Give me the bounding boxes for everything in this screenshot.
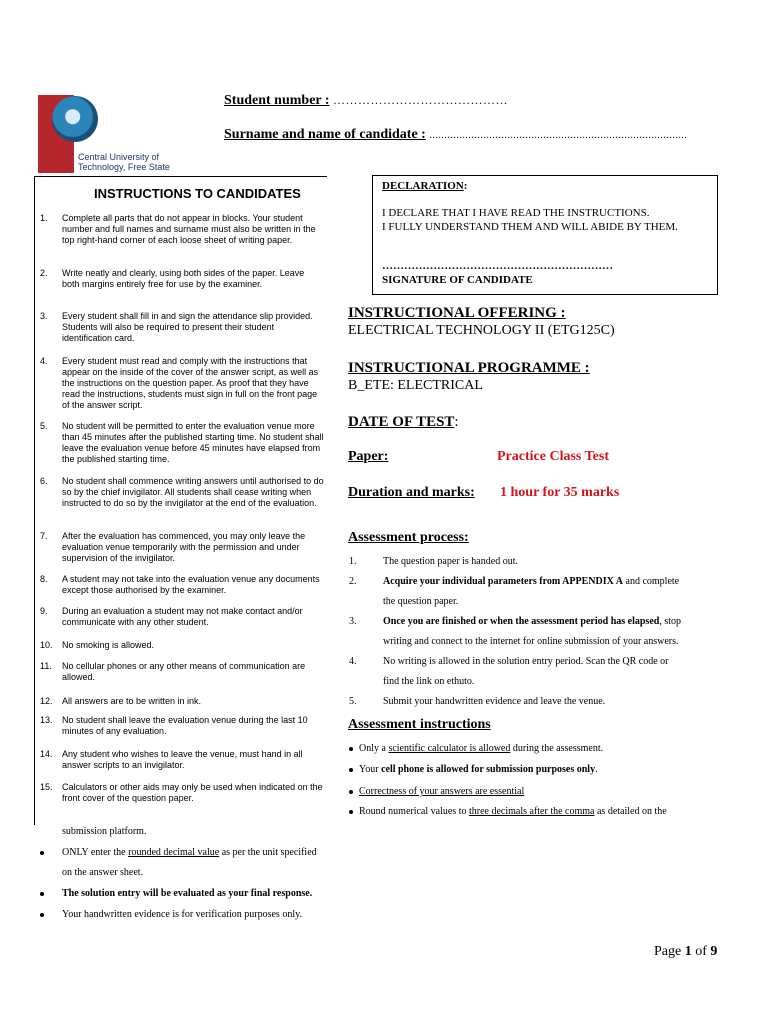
instruction-bullet: Your cell phone is allowed for submission purposes only. (349, 764, 598, 775)
student-number-label: Student number : (224, 93, 330, 108)
bullet-icon (349, 790, 353, 794)
bullet-icon (40, 851, 44, 855)
logo-name: Central University of Technology, Free State (78, 152, 170, 172)
instruction-item: 15. Calculators or other aids may only be used when indicated on the front cover of the question paper. (40, 782, 323, 803)
declaration-box (372, 175, 718, 295)
instruction-bullet: Correctness of your answers are essential (349, 786, 524, 797)
instruction-item: 13. No student shall leave the evaluation venue during the last 10 minutes of any evaluation. (40, 715, 308, 736)
surname-line (224, 127, 687, 143)
instruction-item: 1. Complete all parts that do not appear in blocks. Your student number and full names and surname must also be written in the top right-hand corner of each loose sheet of writing paper. (40, 213, 316, 245)
instruction-item: 8. A student may not take into the evaluation venue any documents except those authorised by the examiner. (40, 574, 320, 595)
student-number-field[interactable]: …………………………………… (333, 93, 509, 107)
instruction-item: 5. No student will be permitted to enter the evaluation venue more than 45 minutes after the published starting time. No student shall leave the evaluation venue before 45 minutes have elapsed from the published starting time. (40, 421, 324, 464)
process-step-num: 2. (349, 576, 357, 587)
bullet-icon (40, 913, 44, 917)
instruction-bullet: Only a scientific calculator is allowed during the assessment. (349, 743, 603, 754)
paper-label: Paper: (348, 449, 389, 464)
surname-label: Surname and name of candidate : (224, 127, 426, 142)
instruction-bullet-cont: submission platform. (62, 826, 147, 837)
instruction-item: 9. During an evaluation a student may not make contact and/or communicate with any other student. (40, 606, 303, 627)
instruction-bullet: Your handwritten evidence is for verification purposes only. (40, 909, 302, 920)
instruction-item: 4. Every student must read and comply with the instructions that appear on the inside of the cover of the answer script, as well as the instructions on the question paper. As proof that they have read the instructions, students must sign in full on the front page of the answer script. (40, 356, 319, 410)
student-number-line (224, 93, 508, 109)
instruction-item: 2. Write neatly and clearly, using both sides of the paper. Leave both margins entirely free for use by the examiner. (40, 268, 305, 289)
programme-label: INSTRUCTIONAL PROGRAMME : (348, 360, 590, 376)
process-step: Submit your handwritten evidence and leave the venue. (383, 696, 606, 707)
assessment-instructions-title: Assessment instructions (348, 717, 491, 732)
signature-field[interactable]: ……………………………………………………… (382, 260, 613, 272)
instruction-item: 14. Any student who wishes to leave the venue, must hand in all answer scripts to an invigilator. (40, 749, 303, 770)
paper-value: Practice Class Test (497, 449, 609, 464)
instruction-bullet: ONLY enter the rounded decimal value as per the unit specified (40, 847, 317, 858)
instructions-title: INSTRUCTIONS TO CANDIDATES (94, 186, 301, 201)
date-label: DATE OF TEST: (348, 414, 459, 430)
surname-field[interactable]: ...................................................................................... (429, 130, 688, 141)
process-title: Assessment process: (348, 530, 469, 545)
instruction-item: 11. No cellular phones or any other means of communication are allowed. (40, 661, 306, 682)
declaration-title: DECLARATION: (382, 180, 468, 192)
instruction-bullet: The solution entry will be evaluated as your final response. (40, 888, 312, 899)
instruction-item: 10. No smoking is allowed. (40, 640, 155, 650)
programme-value: B_ETE: ELECTRICAL (348, 378, 483, 393)
bullet-icon (349, 747, 353, 751)
page-number: Page 1 of 9 (654, 944, 718, 959)
process-step: Once you are finished or when the assessment period has elapsed, stop (383, 616, 681, 627)
university-logo (38, 92, 173, 180)
logo-emblem-icon (52, 96, 98, 142)
instruction-item: 6. No student shall commence writing answers until authorised to do so by the chief invigilator. All students shall cease writing when instructed to do so by the invigilator at the end of the evaluation. (40, 476, 324, 508)
process-step-num: 3. (349, 616, 357, 627)
process-step-cont: find the link on ethuto. (383, 676, 475, 687)
instruction-item: 7. After the evaluation has commenced, you may only leave the evaluation venue temporarily with the permission and under supervision of the invigilator. (40, 531, 306, 563)
process-step-cont: the question paper. (383, 596, 459, 607)
offering-label: INSTRUCTIONAL OFFERING : (348, 305, 566, 321)
instruction-item: 3. Every student shall fill in and sign the attendance slip provided. Students will also be required to present their student identification card. (40, 311, 313, 343)
bullet-icon (40, 892, 44, 896)
instruction-item: 12. All answers are to be written in ink. (40, 696, 202, 706)
bullet-icon (349, 768, 353, 772)
bullet-icon (349, 810, 353, 814)
process-step: Acquire your individual parameters from APPENDIX A and complete (383, 576, 680, 587)
duration-value: 1 hour for 35 marks (500, 485, 620, 500)
duration-label: Duration and marks: (348, 485, 475, 500)
process-step-num: 5. (349, 696, 357, 707)
signature-label: SIGNATURE OF CANDIDATE (382, 274, 533, 286)
declaration-line2: I FULLY UNDERSTAND THEM AND WILL ABIDE BY THEM. (382, 221, 678, 233)
offering-value: ELECTRICAL TECHNOLOGY II (ETG125C) (348, 323, 615, 338)
declaration-line1: I DECLARE THAT I HAVE READ THE INSTRUCTIONS. (382, 207, 650, 219)
instruction-bullet: Round numerical values to three decimals after the comma as detailed on the (349, 806, 667, 817)
process-step-cont: writing and connect to the internet for online submission of your answers. (383, 636, 679, 647)
process-step: The question paper is handed out. (383, 556, 518, 567)
process-step-num: 1. (349, 556, 357, 567)
process-step-num: 4. (349, 656, 357, 667)
instruction-bullet-cont: on the answer sheet. (62, 867, 144, 878)
process-step: No writing is allowed in the solution entry period. Scan the QR code or (383, 656, 669, 667)
